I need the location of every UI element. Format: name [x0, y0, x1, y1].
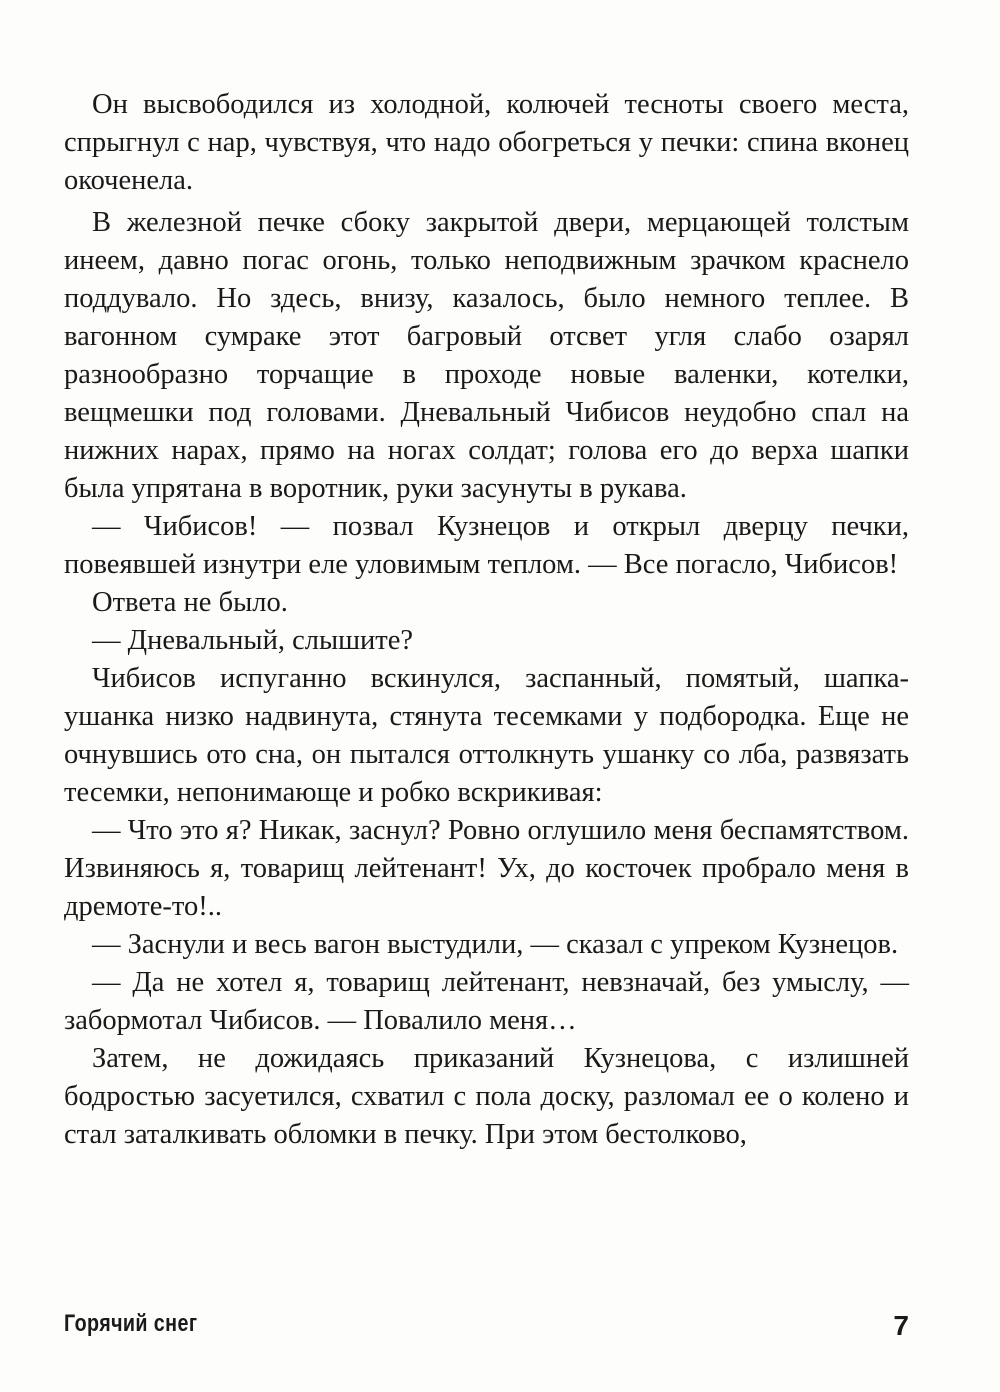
paragraph: — Да не хотел я, товарищ лейтенант, невзначай, без умыслу, — забормотал Чибисов. — Повалило меня… [64, 967, 909, 1036]
paragraph: Ответа не было. [92, 587, 288, 618]
paragraph: — Дневальный, слышите? [92, 625, 414, 656]
body-text [64, 86, 909, 1154]
paragraph: Затем, не дожидаясь приказаний Кузнецова, с излишней бодростью засуетился, схватил с пола доску, разломал ее о колено и стал заталкивать обломки в печку. При этом бестолково, [64, 1043, 909, 1150]
paragraph: Чибисов испуганно вскинулся, заспанный, помятый, шапка-ушанка низко надвинута, стянута тесемками у подбородка. Еще не очнувшись ото сна, он пытался оттолкнуть ушанку со лба, развязать тесемки, непонимающе и робко вскрикивая: [64, 663, 909, 808]
paragraph: — Чибисов! — позвал Кузнецов и открыл дверцу печки, повеявшей изнутри еле уловимым теплом. — Все погасло, Чибисов! [64, 511, 909, 580]
running-title: Горячий снег [64, 1310, 198, 1337]
paragraph: — Что это я? Никак, заснул? Ровно оглушило меня беспамятством. Извиняюсь я, товарищ лейтенант! Ух, до косточек пробрало меня в дремоте-то!.. [64, 815, 909, 922]
paragraph: Он высвободился из холодной, колючей тесноты своего места, спрыгнул с нар, чувствуя, что надо обогреться у печки: спина вконец окоченела. [64, 89, 909, 196]
paragraph: — Заснули и весь вагон выстудили, — сказал с упреком Кузнецов. [92, 929, 899, 960]
page-number: 7 [893, 1310, 909, 1341]
page-footer [64, 1310, 909, 1350]
paragraph: В железной печке сбоку закрытой двери, мерцающей толстым инеем, давно погас огонь, только неподвижным зрачком краснело поддувало. Но здесь, внизу, казалось, было немного теплее. В вагонном сумраке этот багровый отсвет угля слабо озарял разнообразно торчащие в проходе новые валенки, котелки, вещмешки под головами. Дневальный Чибисов неудобно спал на нижних нарах, прямо на ногах солдат; голова его до верха шапки была упрятана в воротник, руки засунуты в рукава. [64, 207, 909, 504]
